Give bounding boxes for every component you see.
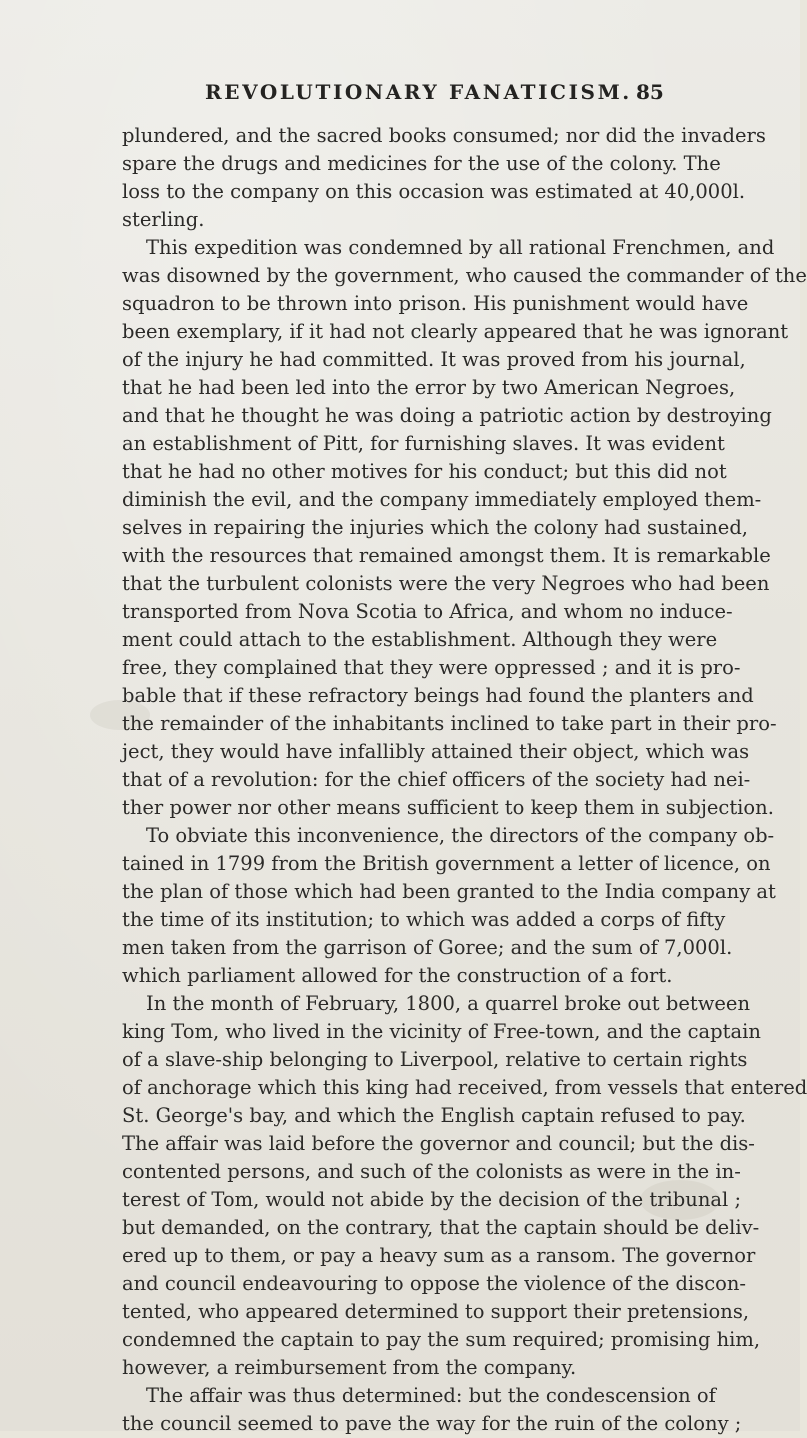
text-line: that the turbulent colonists were the very Negroes who had been — [122, 572, 770, 595]
text-line: bable that if these refractory beings had found the planters and — [122, 684, 754, 707]
running-head-title: REVOLUTIONARY FANATICISM. — [205, 80, 632, 104]
text-line: tained in 1799 from the British government a letter of licence, on — [122, 852, 771, 875]
text-line: an establishment of Pitt, for furnishing slaves. It was evident — [122, 432, 725, 455]
text-line: transported from Nova Scotia to Africa, and whom no induce- — [122, 600, 733, 623]
text-line: and council endeavouring to oppose the violence of the discon- — [122, 1272, 747, 1295]
text-line: This expedition was condemned by all rational Frenchmen, and — [146, 236, 775, 259]
text-line: that he had been led into the error by two American Negroes, — [122, 376, 736, 399]
text-line: contented persons, and such of the colonists as were in the in- — [122, 1160, 741, 1183]
text-line: In the month of February, 1800, a quarrel broke out between — [146, 992, 751, 1015]
text-line: of the injury he had committed. It was proved from his journal, — [122, 348, 746, 371]
text-line: that he had no other motives for his conduct; but this did not — [122, 460, 727, 483]
text-line: however, a reimbursement from the company. — [122, 1356, 577, 1379]
text-line: condemned the captain to pay the sum required; promising him, — [122, 1328, 761, 1351]
text-line: king Tom, who lived in the vicinity of Free-town, and the captain — [122, 1020, 761, 1043]
text-line: that of a revolution: for the chief officers of the society had nei- — [122, 768, 751, 791]
text-line: The affair was laid before the governor and council; but the dis- — [122, 1132, 755, 1155]
running-head — [0, 80, 800, 112]
text-line: sterling. — [122, 208, 205, 231]
text-line: ject, they would have infallibly attained their object, which was — [122, 740, 750, 763]
text-line: the time of its institution; to which was added a corps of fifty — [122, 908, 726, 931]
text-line: free, they complained that they were oppressed ; and it is pro- — [122, 656, 741, 679]
body-text — [122, 122, 807, 1438]
text-line: of a slave-ship belonging to Liverpool, relative to certain rights — [122, 1048, 748, 1071]
text-line: and that he thought he was doing a patriotic action by destroying — [122, 404, 772, 427]
text-line: plundered, and the sacred books consumed; nor did the invaders — [122, 124, 766, 147]
text-line: ment could attach to the establishment. Although they were — [122, 628, 718, 651]
page-number: 85 — [636, 80, 664, 104]
text-line: spare the drugs and medicines for the use of the colony. The — [122, 152, 721, 175]
text-line: men taken from the garrison of Goree; and the sum of 7,000l. — [122, 936, 733, 959]
text-line: tented, who appeared determined to support their pretensions, — [122, 1300, 750, 1323]
text-line: with the resources that remained amongst them. It is remarkable — [122, 544, 771, 567]
text-line: The affair was thus determined: but the condescension of — [146, 1384, 716, 1407]
text-line: the plan of those which had been granted to the India company at — [122, 880, 776, 903]
text-line: ered up to them, or pay a heavy sum as a ransom. The governor — [122, 1244, 756, 1267]
text-line: was disowned by the government, who caused the commander of the — [122, 264, 807, 287]
text-line: of anchorage which this king had received, from vessels that entered — [122, 1076, 807, 1099]
text-line: St. George's bay, and which the English captain refused to pay. — [122, 1104, 746, 1127]
text-line: selves in repairing the injuries which the colony had sustained, — [122, 516, 749, 539]
text-line: the council seemed to pave the way for the ruin of the colony ; — [122, 1412, 742, 1435]
text-line: diminish the evil, and the company immediately employed them- — [122, 488, 762, 511]
text-line: To obviate this inconvenience, the directors of the company ob- — [146, 824, 775, 847]
text-line: ther power nor other means sufficient to keep them in subjection. — [122, 796, 774, 819]
text-line: loss to the company on this occasion was estimated at 40,000l. — [122, 180, 746, 203]
text-line: been exemplary, if it had not clearly appeared that he was ignorant — [122, 320, 789, 343]
text-line: but demanded, on the contrary, that the captain should be deliv- — [122, 1216, 760, 1239]
text-line: the remainder of the inhabitants inclined to take part in their pro- — [122, 712, 777, 735]
text-line: squadron to be thrown into prison. His punishment would have — [122, 292, 749, 315]
text-line: terest of Tom, would not abide by the decision of the tribunal ; — [122, 1188, 742, 1211]
text-line: which parliament allowed for the construction of a fort. — [122, 964, 673, 987]
